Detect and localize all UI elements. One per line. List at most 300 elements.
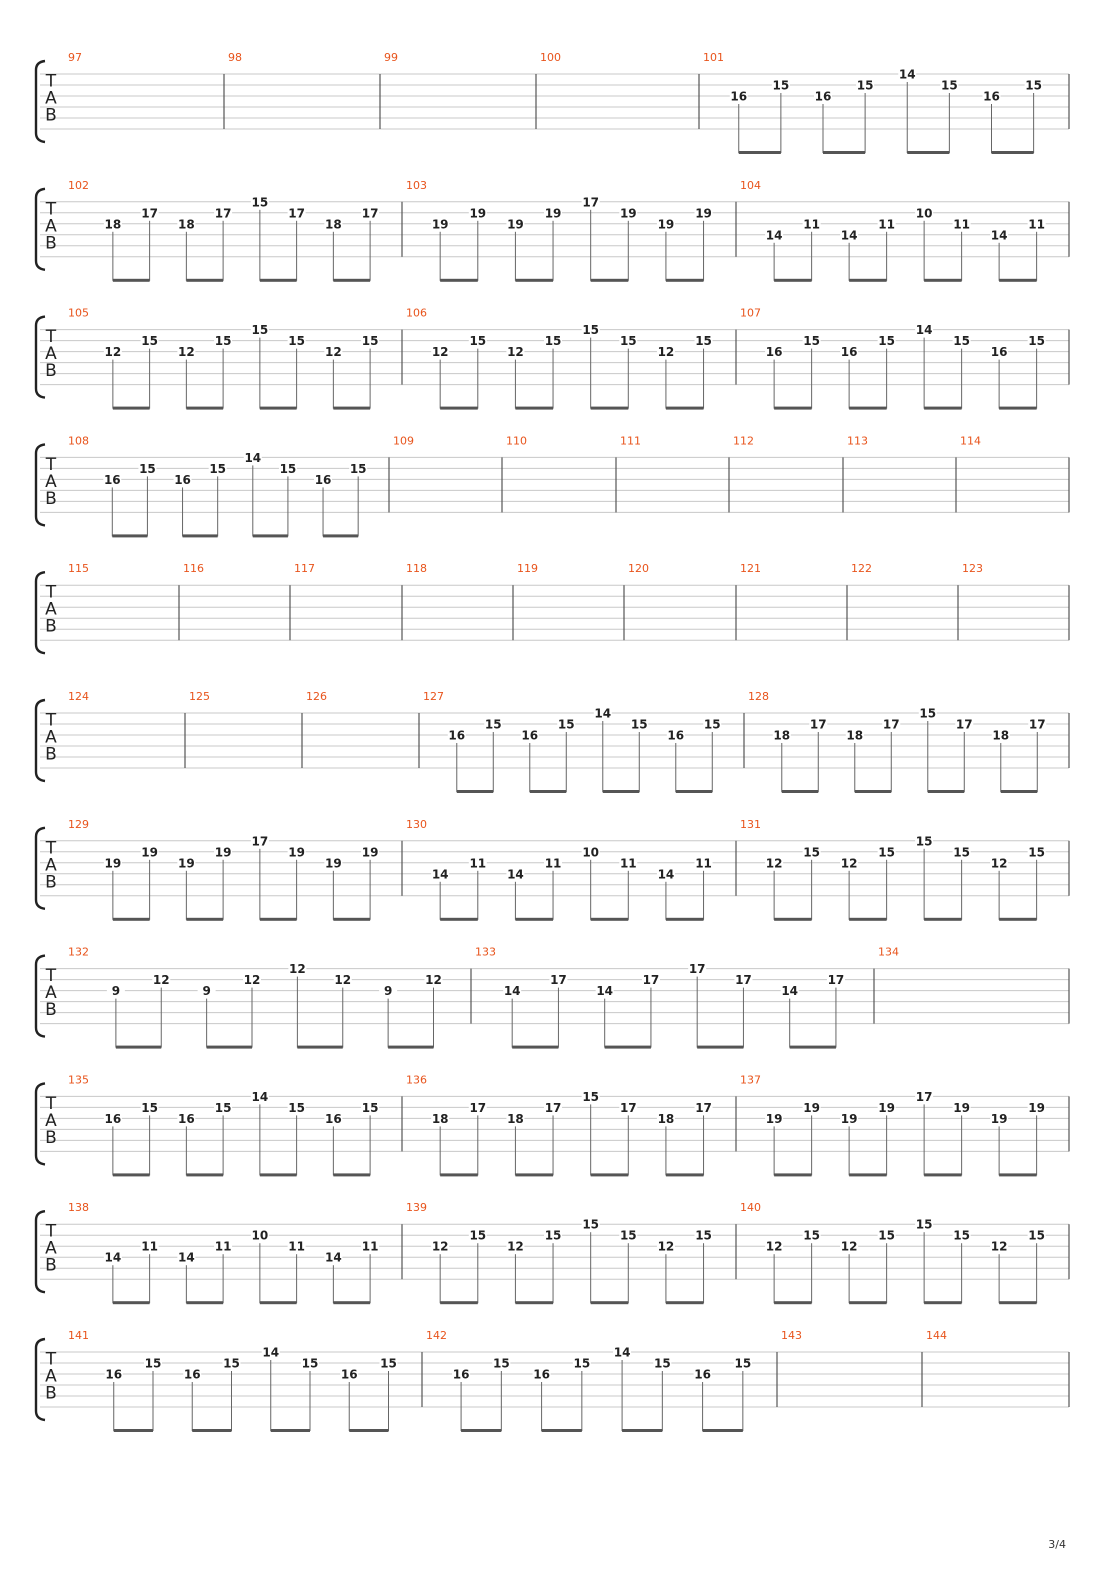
fret-number: 15	[380, 1356, 397, 1371]
tab-clef-letter: A	[45, 1238, 57, 1259]
fret-number: 14	[594, 706, 612, 721]
fret-number: 16	[314, 472, 332, 487]
measure	[426, 1329, 752, 1432]
fret-number: 14	[765, 228, 783, 243]
measure	[620, 434, 641, 447]
fret-number: 14	[431, 867, 449, 882]
measure	[878, 946, 899, 959]
note-beam	[113, 407, 150, 410]
fret-number: 15	[953, 334, 970, 349]
fret-number: 17	[141, 206, 158, 221]
tab-clef-letter: A	[45, 1110, 57, 1131]
note-beam	[192, 1429, 231, 1432]
fret-number: 18	[507, 1111, 524, 1126]
measure	[962, 562, 983, 575]
fret-number: 10	[915, 206, 933, 221]
note-beam	[183, 534, 218, 537]
note-beam	[457, 790, 494, 793]
measure-number: 103	[406, 178, 427, 192]
measure-number: 106	[406, 306, 427, 320]
tab-clef-letter: T	[45, 1093, 57, 1114]
fret-number: 17	[361, 206, 379, 221]
fret-number: 10	[251, 1228, 269, 1243]
measure	[406, 562, 427, 575]
measure-number: 140	[740, 1201, 761, 1215]
fret-number: 18	[431, 1111, 449, 1126]
note-beam	[440, 1301, 478, 1304]
note-beam	[530, 790, 567, 793]
note-beam	[116, 1046, 161, 1049]
fret-number: 15	[469, 334, 487, 349]
note-beam	[790, 1046, 836, 1049]
fret-number: 14	[990, 228, 1008, 243]
note-beam	[591, 279, 629, 282]
fret-number: 12	[765, 1239, 783, 1254]
tab-clef-letter: T	[45, 838, 57, 859]
note-beam	[207, 1046, 252, 1049]
measure-number: 107	[740, 306, 761, 320]
fret-number: 16	[533, 1367, 550, 1382]
note-beam	[323, 534, 358, 537]
fret-number: 12	[840, 1239, 858, 1254]
fret-number: 15	[1028, 1228, 1045, 1243]
fret-number: 15	[915, 834, 933, 849]
fret-number: 12	[152, 973, 170, 988]
fret-number: 19	[695, 206, 712, 221]
fret-number: 16	[325, 1111, 342, 1126]
note-beam	[774, 1301, 812, 1304]
note-beam	[849, 1173, 887, 1176]
note-beam	[666, 407, 704, 410]
note-beam	[666, 918, 704, 921]
tab-clef-letter: A	[45, 471, 57, 492]
note-beam	[388, 1046, 433, 1049]
fret-number: 15	[653, 1356, 671, 1371]
fret-number: 15	[139, 461, 156, 476]
fret-number: 17	[288, 206, 305, 221]
fret-number: 14	[262, 1345, 280, 1360]
note-beam	[1001, 790, 1038, 793]
fret-number: 16	[103, 472, 121, 487]
fret-number: 11	[695, 856, 712, 871]
note-beam	[774, 279, 812, 282]
tab-clef-letter: B	[45, 1383, 57, 1404]
fret-number: 19	[878, 1100, 895, 1115]
note-beam	[112, 534, 147, 537]
note-beam	[253, 534, 288, 537]
fret-number: 19	[104, 856, 122, 871]
note-beam	[333, 279, 370, 282]
fret-number: 12	[178, 345, 195, 360]
measure	[384, 51, 398, 64]
measure-number: 144	[926, 1329, 947, 1342]
fret-number: 16	[814, 89, 832, 104]
fret-number: 15	[288, 334, 305, 349]
note-beam	[591, 407, 629, 410]
fret-number: 12	[431, 1239, 449, 1254]
note-beam	[782, 790, 819, 793]
tab-clef-letter: T	[45, 582, 57, 603]
note-beam	[849, 279, 887, 282]
measure	[406, 1073, 713, 1176]
note-beam	[605, 1046, 651, 1049]
page-number: 3/4	[1048, 1538, 1066, 1551]
measure-number: 139	[406, 1201, 427, 1215]
measure-number: 132	[68, 945, 89, 959]
fret-number: 18	[657, 1111, 675, 1126]
measure-number: 137	[740, 1073, 761, 1087]
measure	[748, 690, 1046, 793]
measure-number: 118	[406, 562, 427, 576]
measure-number: 121	[740, 562, 761, 576]
fret-number: 14	[840, 228, 858, 243]
fret-number: 17	[915, 1089, 933, 1104]
fret-number: 18	[992, 728, 1010, 743]
measure-number: 141	[68, 1329, 89, 1342]
fret-number: 9	[202, 984, 211, 999]
note-beam	[924, 918, 962, 921]
tab-clef-letter: B	[45, 105, 57, 126]
note-beam	[591, 1173, 629, 1176]
fret-number: 19	[361, 845, 379, 860]
fret-number: 11	[141, 1239, 158, 1254]
note-beam	[907, 151, 949, 154]
measure-number: 130	[406, 817, 427, 831]
fret-number: 17	[955, 717, 973, 732]
fret-number: 11	[953, 217, 970, 232]
note-beam	[349, 1429, 388, 1432]
measure-number: 114	[960, 434, 981, 448]
measure-number: 110	[506, 434, 527, 448]
fret-number: 15	[915, 1217, 933, 1232]
fret-number: 15	[141, 1100, 158, 1115]
tab-clef-letter: A	[45, 216, 57, 237]
measure-number: 127	[423, 690, 444, 703]
measure	[68, 690, 89, 703]
fret-number: 12	[990, 1239, 1008, 1254]
measure-number: 124	[68, 690, 89, 703]
fret-number: 11	[619, 856, 637, 871]
fret-number: 15	[361, 334, 379, 349]
fret-number: 16	[174, 472, 191, 487]
measure	[960, 434, 981, 447]
fret-number: 15	[141, 334, 158, 349]
fret-number: 19	[431, 217, 449, 232]
fret-number: 19	[214, 845, 232, 860]
fret-number: 15	[251, 195, 269, 210]
fret-number: 15	[492, 1356, 510, 1371]
fret-number: 15	[630, 717, 648, 732]
fret-number: 15	[484, 717, 502, 732]
fret-number: 16	[765, 345, 783, 360]
fret-number: 12	[325, 345, 342, 360]
measure	[68, 51, 82, 64]
fret-number: 10	[582, 845, 600, 860]
note-beam	[855, 790, 892, 793]
fret-number: 19	[544, 206, 562, 221]
fret-number: 17	[735, 973, 752, 988]
measure	[294, 562, 315, 575]
measure-number: 109	[393, 434, 414, 448]
fret-number: 14	[915, 323, 933, 338]
measure	[406, 179, 713, 282]
measure	[68, 1201, 379, 1304]
measure-number: 112	[733, 434, 754, 448]
tab-system	[36, 51, 1069, 154]
note-beam	[440, 279, 478, 282]
note-beam	[260, 1173, 297, 1176]
note-beam	[297, 1046, 342, 1049]
fret-number: 15	[734, 1356, 752, 1371]
fret-number: 15	[214, 334, 232, 349]
fret-number: 15	[803, 1228, 820, 1243]
note-beam	[260, 407, 297, 410]
fret-number: 15	[1028, 845, 1045, 860]
fret-number: 9	[383, 984, 393, 999]
system-bracket	[36, 828, 45, 909]
note-beam	[666, 1173, 704, 1176]
tab-clef-letter: A	[45, 855, 57, 876]
note-beam	[515, 1173, 553, 1176]
measure-number: 129	[68, 817, 89, 831]
tab-system	[36, 818, 1069, 921]
note-beam	[260, 1301, 297, 1304]
fret-number: 14	[613, 1345, 631, 1360]
measure-number: 125	[189, 690, 210, 703]
measure-number: 135	[68, 1073, 89, 1087]
note-beam	[666, 279, 704, 282]
measure-number: 113	[847, 434, 868, 448]
fret-number: 12	[425, 973, 442, 988]
measure-number: 128	[748, 690, 769, 703]
fret-number: 15	[803, 845, 820, 860]
fret-number: 15	[878, 1228, 895, 1243]
fret-number: 14	[898, 67, 916, 82]
measure	[740, 562, 761, 575]
measure	[847, 434, 868, 447]
fret-number: 14	[251, 1089, 269, 1104]
measure	[740, 1073, 1046, 1176]
measure-number: 142	[426, 1329, 447, 1342]
system-bracket	[36, 1211, 45, 1292]
fret-number: 14	[244, 450, 262, 465]
fret-number: 15	[953, 1228, 970, 1243]
measure	[740, 818, 1046, 921]
note-beam	[739, 151, 781, 154]
system-bracket	[36, 444, 45, 525]
note-beam	[113, 1301, 150, 1304]
measure	[228, 51, 242, 64]
fret-number: 15	[279, 461, 297, 476]
fret-number: 14	[325, 1250, 342, 1265]
note-beam	[849, 1301, 887, 1304]
fret-number: 11	[1028, 217, 1045, 232]
fret-number: 15	[582, 1217, 600, 1232]
fret-number: 14	[781, 984, 799, 999]
fret-number: 9	[111, 984, 121, 999]
note-beam	[703, 1429, 743, 1432]
fret-number: 19	[990, 1111, 1008, 1126]
fret-number: 16	[983, 89, 1000, 104]
tab-clef-letter: T	[45, 454, 57, 475]
fret-number: 14	[507, 867, 524, 882]
fret-number: 15	[361, 1100, 379, 1115]
fret-number: 18	[178, 217, 195, 232]
note-beam	[924, 407, 962, 410]
fret-number: 15	[251, 323, 269, 338]
note-beam	[113, 918, 150, 921]
fret-number: 14	[596, 984, 614, 999]
fret-number: 15	[557, 717, 575, 732]
note-beam	[928, 790, 965, 793]
fret-number: 19	[657, 217, 675, 232]
measure	[406, 307, 713, 410]
note-beam	[924, 1301, 962, 1304]
fret-number: 15	[772, 78, 790, 93]
note-beam	[999, 407, 1037, 410]
note-beam	[924, 279, 962, 282]
fret-number: 15	[953, 845, 970, 860]
tab-clef-letter: T	[45, 327, 57, 348]
fret-number: 14	[178, 1250, 195, 1265]
measure	[306, 690, 327, 703]
fret-number: 16	[840, 345, 858, 360]
note-beam	[515, 407, 553, 410]
fret-number: 16	[105, 1367, 123, 1382]
measure	[517, 562, 538, 575]
fret-number: 14	[657, 867, 675, 882]
note-beam	[271, 1429, 310, 1432]
fret-number: 11	[361, 1239, 379, 1254]
tab-clef-letter: B	[45, 1127, 57, 1148]
fret-number: 17	[642, 973, 660, 988]
tab-clef-letter: T	[45, 71, 57, 92]
fret-number: 11	[803, 217, 820, 232]
measure-number: 126	[306, 690, 327, 703]
fret-number: 15	[582, 323, 600, 338]
fret-number: 15	[573, 1356, 591, 1371]
fret-number: 17	[582, 195, 600, 210]
measure	[540, 51, 561, 64]
fret-number: 19	[288, 845, 305, 860]
tab-clef-letter: A	[45, 599, 57, 620]
fret-number: 16	[183, 1367, 201, 1382]
fret-number: 15	[878, 845, 895, 860]
fret-number: 16	[990, 345, 1008, 360]
tab-clef-letter: A	[45, 983, 57, 1004]
tab-clef-letter: T	[45, 1349, 57, 1370]
tab-system	[36, 562, 1069, 653]
fret-number: 19	[178, 856, 195, 871]
note-beam	[333, 407, 370, 410]
fret-number: 18	[773, 728, 791, 743]
fret-number: 11	[469, 856, 487, 871]
measure	[475, 946, 845, 1049]
measure-number: 117	[294, 562, 315, 576]
note-beam	[999, 918, 1037, 921]
tab-system	[36, 434, 1069, 537]
fret-number: 15	[695, 334, 712, 349]
system-bracket	[36, 572, 45, 653]
tab-system	[36, 1329, 1069, 1432]
measure	[926, 1329, 947, 1342]
measure	[183, 562, 204, 575]
fret-number: 18	[846, 728, 864, 743]
fret-number: 19	[1028, 1100, 1045, 1115]
fret-number: 16	[452, 1367, 470, 1382]
fret-number: 15	[803, 334, 820, 349]
measure-number: 100	[540, 51, 561, 64]
note-beam	[186, 407, 223, 410]
measure-number: 108	[68, 434, 89, 448]
note-beam	[461, 1429, 501, 1432]
note-beam	[676, 790, 713, 793]
note-beam	[186, 918, 223, 921]
tab-clef-letter: A	[45, 344, 57, 365]
note-beam	[113, 1173, 150, 1176]
tab-clef-letter: B	[45, 1255, 57, 1276]
fret-number: 15	[301, 1356, 319, 1371]
tab-clef-letter: A	[45, 727, 57, 748]
fret-number: 17	[827, 973, 845, 988]
note-beam	[113, 279, 150, 282]
fret-number: 17	[550, 973, 567, 988]
fret-number: 15	[544, 1228, 562, 1243]
note-beam	[114, 1429, 153, 1432]
measure	[68, 1073, 379, 1176]
fret-number: 15	[695, 1228, 712, 1243]
measure-number: 120	[628, 562, 649, 576]
measure	[68, 434, 367, 537]
note-beam	[603, 790, 640, 793]
measure-number: 105	[68, 306, 89, 320]
measure-number: 122	[851, 562, 872, 576]
fret-number: 14	[503, 984, 521, 999]
fret-number: 15	[1028, 334, 1045, 349]
fret-number: 16	[694, 1367, 711, 1382]
fret-number: 15	[214, 1100, 232, 1115]
fret-number: 15	[703, 717, 721, 732]
fret-number: 19	[325, 856, 342, 871]
note-beam	[849, 407, 887, 410]
measure	[740, 179, 1046, 282]
measure	[703, 51, 1043, 154]
system-bracket	[36, 1339, 45, 1420]
measure	[740, 307, 1046, 410]
fret-number: 15	[582, 1089, 600, 1104]
system-bracket	[36, 317, 45, 398]
measure	[506, 434, 527, 447]
measure	[68, 946, 443, 1049]
fret-number: 17	[882, 717, 900, 732]
measure	[733, 434, 754, 447]
note-beam	[999, 279, 1037, 282]
fret-number: 12	[334, 973, 352, 988]
tab-clef-letter: B	[45, 488, 57, 509]
note-beam	[774, 1173, 812, 1176]
tab-clef-letter: A	[45, 88, 57, 109]
fret-number: 17	[688, 962, 706, 977]
measure-number: 115	[68, 562, 89, 576]
measure-number: 97	[68, 51, 82, 64]
measure	[68, 179, 379, 282]
measure	[851, 562, 872, 575]
note-beam	[991, 151, 1033, 154]
note-beam	[774, 407, 812, 410]
fret-number: 16	[178, 1111, 195, 1126]
note-beam	[333, 1173, 370, 1176]
system-bracket	[36, 189, 45, 270]
